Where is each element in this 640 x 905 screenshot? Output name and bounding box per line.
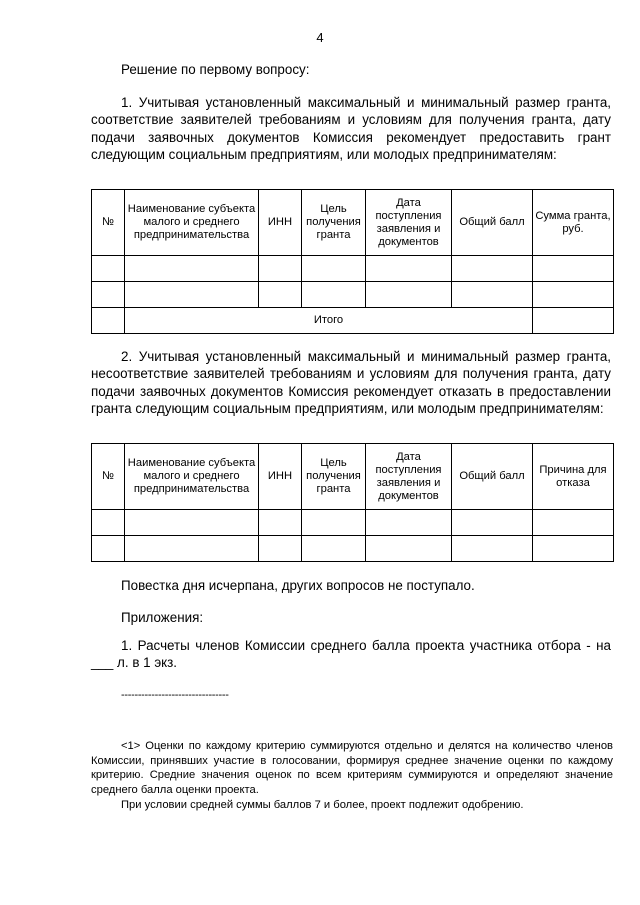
table-row bbox=[92, 510, 614, 536]
table-row bbox=[92, 282, 614, 308]
table-cell bbox=[92, 536, 125, 562]
table-header-row bbox=[92, 190, 614, 256]
col-number-header: № bbox=[92, 444, 125, 510]
table-cell bbox=[452, 282, 533, 308]
table-cell bbox=[92, 308, 125, 334]
table-row bbox=[92, 256, 614, 282]
table-cell bbox=[533, 308, 614, 334]
col-entity-header: Наименование субъекта малого и среднего предпринимательства bbox=[125, 444, 259, 510]
table-cell bbox=[259, 256, 302, 282]
table-cell bbox=[533, 510, 614, 536]
table-cell bbox=[125, 256, 259, 282]
footnote-text: <1> Оценки по каждому критерию суммируются отдельно и делятся на количество членов Комиссии, принявших участие в голосовании, формируя среднее значение оценки по каждому критерию. Средние значения оценок по всем критериям суммируются и определяют значение среднего балла оценки проекта. bbox=[91, 740, 613, 796]
grant-refusal-table bbox=[91, 443, 614, 562]
table-cell bbox=[452, 256, 533, 282]
table-cell bbox=[125, 536, 259, 562]
page-number: 4 bbox=[316, 30, 324, 45]
col-amount-header: Сумма гранта, руб. bbox=[533, 190, 614, 256]
col-reason-header: Причина для отказа bbox=[533, 444, 614, 510]
table-cell bbox=[302, 536, 366, 562]
total-label: Итого bbox=[125, 308, 533, 334]
grant-approval-table bbox=[91, 189, 614, 334]
col-score-header: Общий балл bbox=[452, 444, 533, 510]
decision-paragraph-2: 2. Учитывая установленный максимальный и минимальный размер гранта, несоответствие заявителей требованиям и условиям для получения гранта, дату подачи заявочных документов Комиссия рекомендует отказать в предоставлении гранта следующим социальным предприятиям, или молодым предпринимателям: bbox=[91, 349, 611, 417]
table-cell bbox=[92, 510, 125, 536]
table-cell bbox=[533, 536, 614, 562]
attachment-item-1: 1. Расчеты членов Комиссии среднего балла проекта участника отбора - на ___ л. в 1 экз. bbox=[91, 638, 611, 671]
col-score-header: Общий балл bbox=[452, 190, 533, 256]
attachments-title: Приложения: bbox=[121, 610, 204, 625]
table-cell bbox=[452, 510, 533, 536]
table-cell bbox=[125, 510, 259, 536]
decision-paragraph-1: 1. Учитывая установленный максимальный и минимальный размер гранта, соответствие заявителей требованиям и условиям для получения гранта, дату подачи заявочных документов Комиссия рекомендует предоставить грант следующим социальным предприятиям, или молодых предпринимателям: bbox=[91, 95, 611, 163]
table-cell bbox=[452, 536, 533, 562]
table-cell bbox=[259, 282, 302, 308]
footnote-separator: -------------------------------- bbox=[121, 689, 229, 701]
table-cell bbox=[533, 256, 614, 282]
col-inn-header: ИНН bbox=[259, 190, 302, 256]
table-cell bbox=[366, 536, 452, 562]
table-cell bbox=[302, 510, 366, 536]
col-purpose-header: Цель получения гранта bbox=[302, 444, 366, 510]
col-inn-header: ИНН bbox=[259, 444, 302, 510]
table-cell bbox=[533, 282, 614, 308]
col-date-header: Дата поступления заявления и документов bbox=[366, 444, 452, 510]
col-number-header: № bbox=[92, 190, 125, 256]
table-cell bbox=[259, 510, 302, 536]
table-cell bbox=[259, 536, 302, 562]
col-date-header: Дата поступления заявления и документов bbox=[366, 190, 452, 256]
col-entity-header: Наименование субъекта малого и среднего предпринимательства bbox=[125, 190, 259, 256]
agenda-closed-text: Повестка дня исчерпана, других вопросов не поступало. bbox=[121, 578, 475, 593]
table-cell bbox=[366, 282, 452, 308]
col-purpose-header: Цель получения гранта bbox=[302, 190, 366, 256]
table-cell bbox=[125, 282, 259, 308]
table-cell bbox=[302, 256, 366, 282]
table-row bbox=[92, 536, 614, 562]
table-cell bbox=[92, 282, 125, 308]
table-cell bbox=[302, 282, 366, 308]
table-cell bbox=[92, 256, 125, 282]
table-cell bbox=[366, 510, 452, 536]
table-cell bbox=[366, 256, 452, 282]
approval-note: При условии средней суммы баллов 7 и более, проект подлежит одобрению. bbox=[121, 799, 524, 811]
table-header-row bbox=[92, 444, 614, 510]
decision-heading: Решение по первому вопросу: bbox=[121, 62, 310, 77]
table-total-row bbox=[92, 308, 614, 334]
